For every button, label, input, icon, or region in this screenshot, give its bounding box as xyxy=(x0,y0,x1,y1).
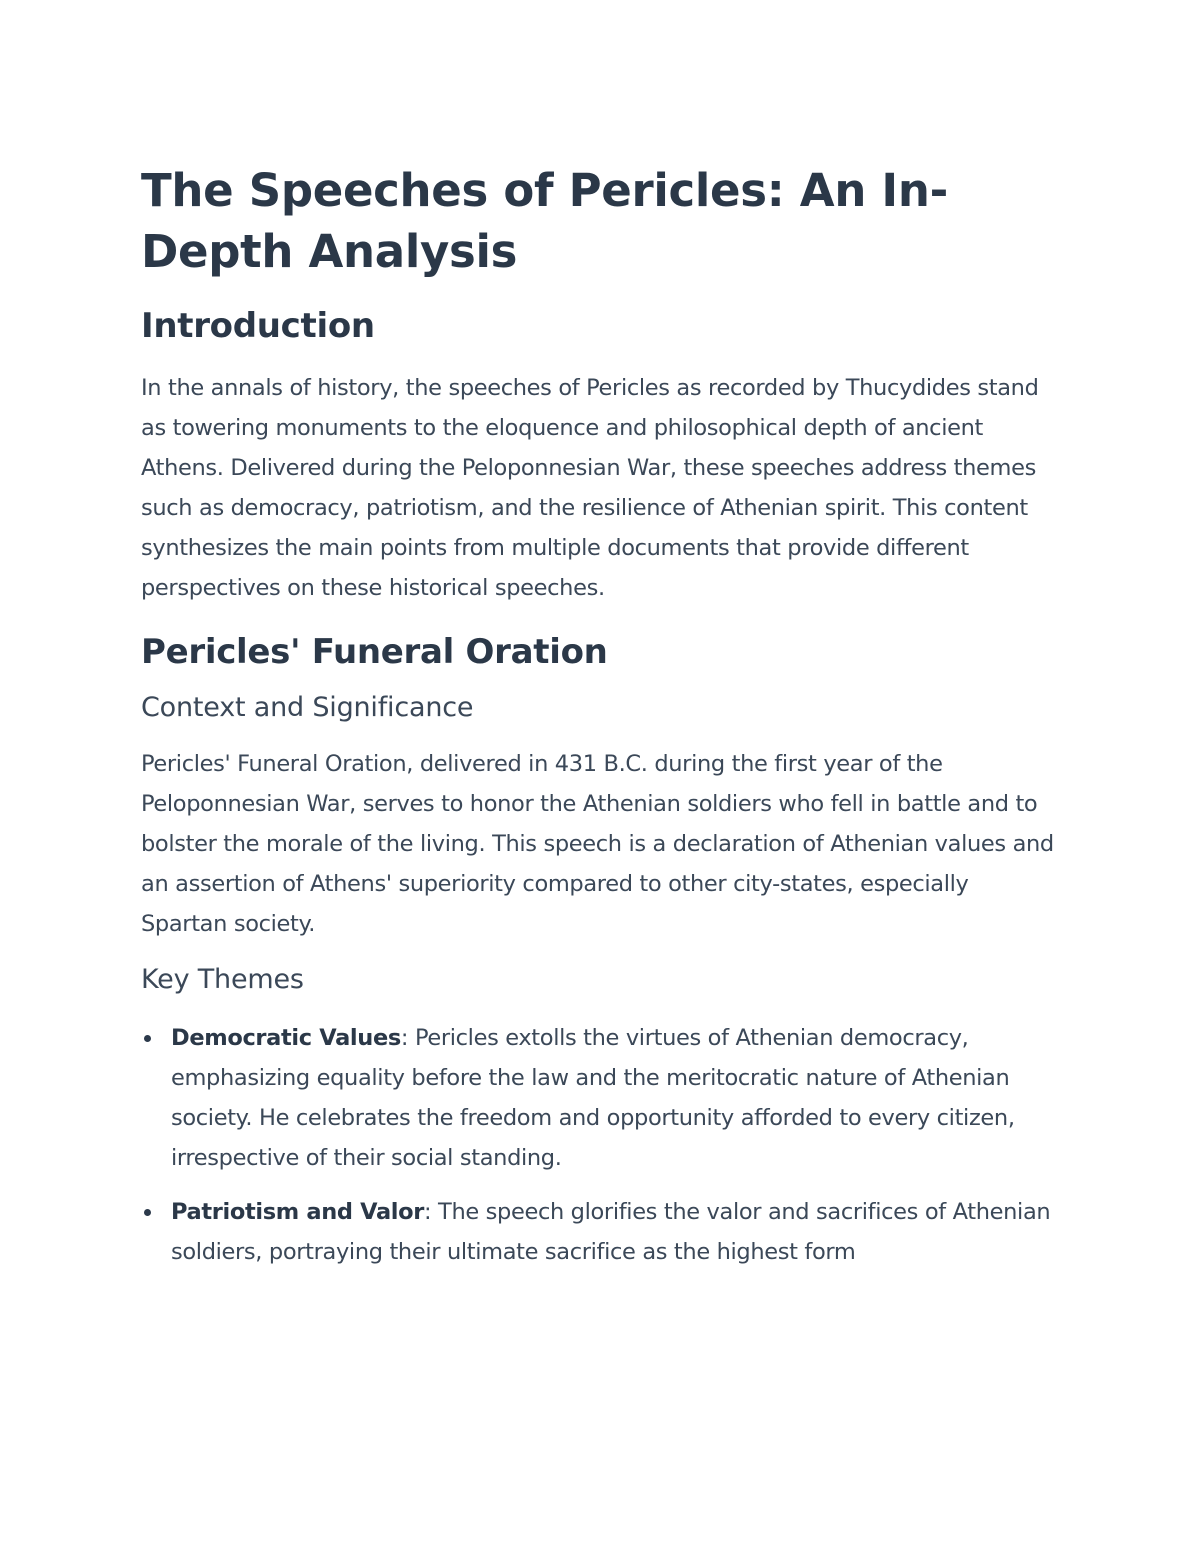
introduction-heading: Introduction xyxy=(141,306,375,346)
list-item xyxy=(141,1018,1061,1178)
introduction-paragraph: In the annals of history, the speeches of Pericles as recorded by Thucydides stand as towering monuments to the eloquence and philosophical depth of ancient Athens. Delivered during the Peloponnesian War, these speeches address themes such as democracy, patriotism, and the resilience of Athenian spirit. This content synthesizes the main points from multiple documents that provide different perspectives on these historical speeches. xyxy=(141,375,1039,601)
key-themes-list xyxy=(141,1018,1061,1272)
funeral-oration-heading: Pericles' Funeral Oration xyxy=(141,632,608,672)
document-title: The Speeches of Pericles: An In-Depth Analysis xyxy=(141,164,948,278)
list-item-text: : The speech glorifies the valor and sacrifices of Athenian soldiers, portraying their ultimate sacrifice as the highest form xyxy=(171,1199,1051,1265)
list-item-label: Democratic Values xyxy=(171,1025,401,1051)
context-paragraph: Pericles' Funeral Oration, delivered in 431 B.C. during the first year of the Peloponnesian War, serves to honor the Athenian soldiers who fell in battle and to bolster the morale of the living. This speech is a declaration of Athenian values and an assertion of Athens' superiority compared to other city-states, especially Spartan society. xyxy=(141,751,1054,937)
document-page xyxy=(141,160,1061,1272)
list-item-label: Patriotism and Valor xyxy=(171,1199,425,1225)
list-item-text: : Pericles extolls the virtues of Athenian democracy, emphasizing equality before the law and the meritocratic nature of Athenian society. He celebrates the freedom and opportunity afforded to every citizen, irrespective of their social standing. xyxy=(171,1025,1015,1171)
key-themes-heading: Key Themes xyxy=(141,964,304,995)
bullet-icon xyxy=(144,1035,151,1042)
context-heading: Context and Significance xyxy=(141,692,474,723)
list-item xyxy=(141,1192,1061,1272)
bullet-icon xyxy=(144,1209,151,1216)
